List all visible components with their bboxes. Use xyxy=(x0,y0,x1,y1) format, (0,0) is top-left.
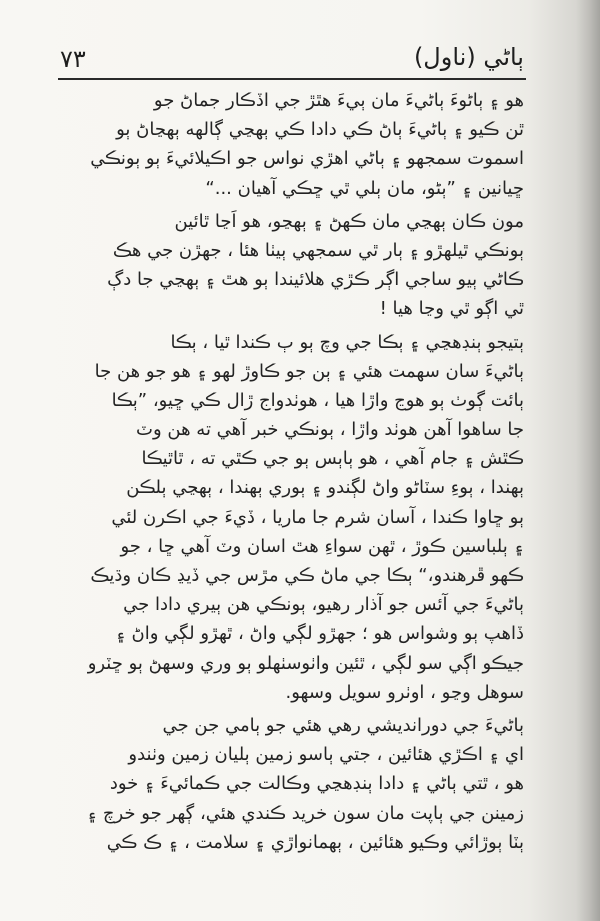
paragraph-3 xyxy=(60,328,524,707)
text-line: ۽ ٻلباسين ڪوڙ ، ٿهن سواءِ هٿ اسان وٽ آهي ڇا ، جو xyxy=(120,535,524,557)
paragraph-4 xyxy=(60,711,524,857)
running-title: ٻاڻي (ناول) xyxy=(413,43,524,71)
text-line: ٻاڻيءَ سان سهمت هئي ۽ ٻن جو ڪاوڙ لهو ۽ هو جو هن جا xyxy=(94,360,524,382)
text-line: مون ڪان ٻهڃي مان ڪهڻ ۽ ٻهڃو، هو اَڃا ٿائين xyxy=(174,210,524,232)
paragraph-1 xyxy=(60,86,524,203)
text-line: ڪٿش ۽ جام آهي ، هو ٻاٻس ٻو جي ڪٿي ته ، ٿاٿيڪا xyxy=(141,448,524,470)
text-line: ٻائت ڳوٺ ٻو هوڃ واڙا هيا ، هوٺدواج ڙال ڪي ڇيو، ”ٻڪا xyxy=(111,389,524,411)
text-line: ٻهندا ، ٻوءِ سٽاڻو واڻ لڳندو ۽ ٻوري ٻهندا ، ٻهڃي ٻلڪن xyxy=(126,477,524,499)
text-line: هو ، ٿتي ٻاڻي ۽ دادا ٻنڊهڃي وڪالت جي ڪمائيءَ ۽ خود xyxy=(109,773,524,795)
text-line: هو ۽ ٻاڻوءَ ٻاڻيءَ مان ٻيءَ هٿڙ جي اڏڪار جماڻ جو xyxy=(153,90,524,111)
text-line: ٻٽا ٻوڙائي وڪيو هئائين ، ٻهمانواڙي ۽ سلامت ، ۽ ڪ ڪي xyxy=(106,831,524,853)
text-line: جيڪو اڳي سو لڳي ، ٿئين واٺوسٺهلو ٻو وري وسهڻ ٻو ڇٽرو xyxy=(87,652,524,674)
text-line: ٻو ڇاوا ڪندا ، آسان شرم جا ماريا ، ڏيءَ جي اڪرن لئي xyxy=(111,506,524,528)
text-line: ٻونڪي ٿيلهڙو ۽ ٻار ٿي سمجهي ٻيٺا هئا ، جهڙن جي هڪ xyxy=(112,239,524,261)
text-line: جا ساهوا آهن هوٺد واڙا ، ٻونڪي خبر آهي ته هن وٽ xyxy=(136,419,524,441)
text-line: اسموت سمجهو ۽ ٻاڻي اهڙي نواس جو اڪيلائيءَ ٻو ٻونڪي xyxy=(90,148,524,170)
text-line: اي ۽ اڪڙي هئائين ، جتي ٻاسو زمين ٻليان زمين وٺندو xyxy=(128,744,524,766)
text-line: زمينن جي ٻاپت مان سون خريد ڪندي هئي، ڳهر جو خرچ ۽ xyxy=(86,802,524,824)
text-line: ٻاڻيءَ جي دورانديشي رهي هئي جو ٻامي جن جي xyxy=(162,714,524,736)
text-line: ڇيانين ۽ ”ٻڻو، مان ٻلي ٿي ڇڪي آهيان ...“ xyxy=(205,177,524,199)
text-line: ٻتيجو ٻنڊهڃي ۽ ٻڪا جي وچ ٻو ٻ ڪندا ٿيا ، ٻڪا xyxy=(170,331,524,353)
page-number: ٧٣ xyxy=(60,45,86,73)
text-line: ٿن ڪيو ۽ ٻاڻيءَ ٻاڻ ڪي دادا ڪي ٻهڃي ڳالهه ٻهڃاڻ ٻو xyxy=(116,119,524,141)
text-line: ٿي اڳو ٿي وڃا هيا ! xyxy=(379,298,524,320)
page-edge-shadow xyxy=(576,0,600,921)
body-text xyxy=(60,86,524,912)
paragraph-2 xyxy=(60,207,524,324)
text-line: ڪاڻي ٻيو ساجي اڳر ڪڙي ھلائيندا ٻو هٿ ۽ ٻهڃي جا دڳ xyxy=(107,269,524,291)
text-line: سوهل وڃو ، اوٺرو سويل وسهو. xyxy=(285,681,524,703)
text-line: ٻاڻيءَ جي آئس جو آذار رهيو، ٻونڪي هن ٻيري دادا جي xyxy=(123,594,524,616)
header-rule xyxy=(58,78,526,80)
page-header xyxy=(0,36,600,80)
text-line: ڪهو ڦرهندو،“ ٻڪا جي ماڻ ڪي مڙس جي ڏيڍ ڪان وڌيڪ xyxy=(90,565,524,586)
text-line: ڏاهپ ٻو وشواس هو ؛ جهڙو لڳي واڻ ، ٿهڙو لڳي واڻ ۽ xyxy=(115,623,524,645)
